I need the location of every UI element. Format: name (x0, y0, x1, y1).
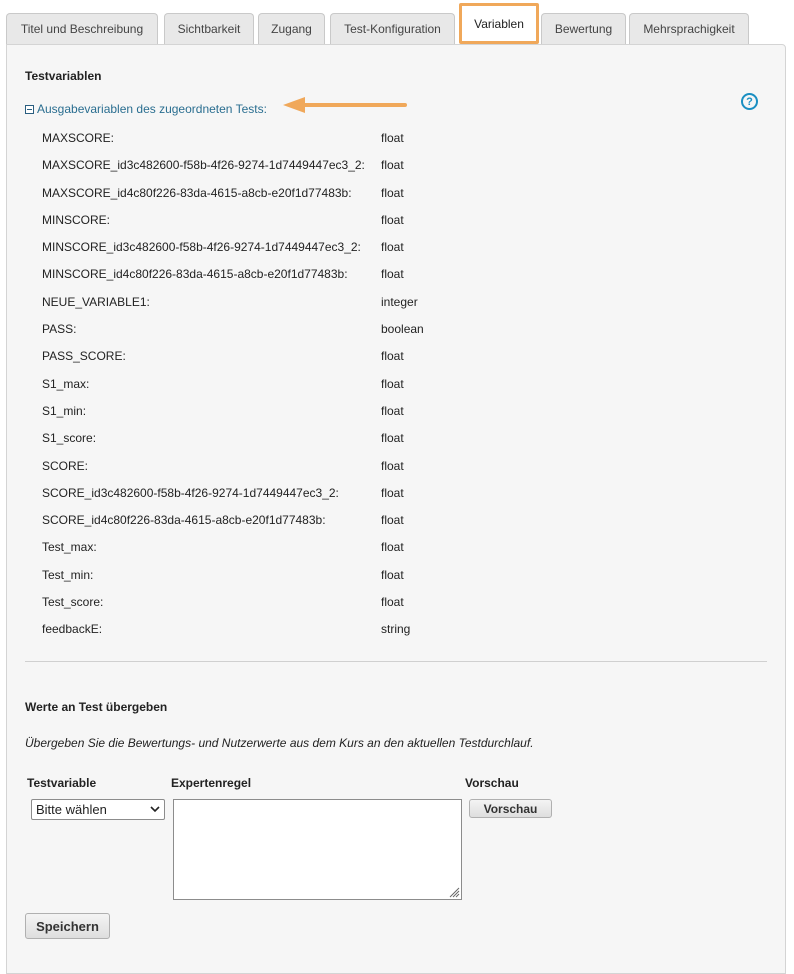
tab-label: Mehrsprachigkeit (643, 22, 735, 36)
tab-label: Variablen (474, 16, 524, 31)
list-item (42, 207, 762, 234)
tab-label: Titel und Beschreibung (20, 22, 144, 36)
expertenregel-textarea[interactable] (173, 799, 462, 900)
list-item (42, 261, 762, 288)
testvariable-select[interactable] (31, 799, 165, 820)
tab-test-konfiguration[interactable] (330, 13, 455, 44)
list-item (42, 453, 762, 480)
variable-type: float (381, 349, 404, 364)
list-item (42, 180, 762, 207)
variable-type: float (381, 376, 404, 391)
variable-type: float (381, 185, 404, 200)
variable-type: float (381, 212, 404, 227)
output-variables-toggle-label: Ausgabevariablen des zugeordneten Tests: (37, 102, 267, 116)
list-item (42, 534, 762, 561)
testvariable-label: Testvariable (27, 776, 97, 790)
variable-name: MINSCORE_id3c482600-f58b-4f26-9274-1d7449447ec3_2: (42, 240, 361, 255)
variable-name: MAXSCORE_id4c80f226-83da-4615-a8cb-e20f1d77483b: (42, 185, 352, 200)
variable-name: PASS: (42, 322, 77, 337)
variable-type: float (381, 595, 404, 610)
variable-name: SCORE_id4c80f226-83da-4615-a8cb-e20f1d77483b: (42, 513, 326, 528)
list-item (42, 480, 762, 507)
list-item (42, 152, 762, 179)
list-item (42, 316, 762, 343)
variable-name: feedbackE: (42, 622, 103, 637)
variable-type: boolean (381, 322, 424, 337)
tab-bewertung[interactable] (541, 13, 626, 44)
variable-type: float (381, 267, 404, 282)
tab-label: Zugang (271, 22, 312, 36)
tab-titel-und-beschreibung[interactable] (6, 13, 158, 44)
list-item (42, 234, 762, 261)
list-item (42, 125, 762, 152)
variable-name: MINSCORE: (42, 212, 111, 227)
select-value: Bitte wählen (36, 802, 107, 817)
collapse-minus-icon (25, 105, 34, 114)
testvariablen-heading: Testvariablen (25, 69, 102, 83)
output-variables-toggle[interactable] (25, 102, 267, 116)
vorschau-label: Vorschau (465, 776, 519, 790)
variable-name: MAXSCORE: (42, 131, 115, 145)
tab-label: Bewertung (554, 22, 613, 36)
variable-type: float (381, 403, 404, 418)
annotation-arrow-icon (283, 97, 407, 113)
tab-zugang[interactable] (258, 13, 325, 44)
expertenregel-label: Expertenregel (171, 776, 252, 790)
variable-type: float (381, 431, 404, 446)
section-divider (25, 661, 767, 662)
list-item (42, 507, 762, 534)
list-item (42, 425, 762, 452)
list-item (42, 289, 762, 316)
variable-type: float (381, 158, 404, 173)
variable-name: S1_score: (42, 431, 97, 446)
tab-label: Sichtbarkeit (177, 22, 241, 36)
variable-type: float (381, 240, 404, 255)
list-item (42, 371, 762, 398)
preview-button[interactable]: Vorschau (469, 799, 552, 818)
tab-bar (0, 0, 794, 44)
list-item (42, 398, 762, 425)
tab-mehrsprachigkeit[interactable] (629, 13, 749, 44)
resize-grip-icon[interactable] (448, 886, 460, 898)
variable-name: S1_min: (42, 403, 87, 418)
save-button[interactable]: Speichern (25, 913, 110, 939)
variable-list (42, 125, 762, 644)
variable-name: Test_min: (42, 567, 94, 582)
list-item (42, 562, 762, 589)
tab-content-panel (6, 44, 786, 974)
list-item (42, 589, 762, 616)
variable-type: float (381, 485, 404, 500)
tab-variablen[interactable] (459, 3, 539, 44)
tab-label: Test-Konfiguration (344, 22, 441, 36)
variable-type: string (381, 622, 411, 637)
werte-description: Übergeben Sie die Bewertungs- und Nutzerwerte aus dem Kurs an den aktuellen Testdurchlauf. (25, 736, 534, 750)
variable-type: integer (381, 294, 418, 309)
variable-type: float (381, 458, 404, 473)
variable-name: Test_score: (42, 595, 104, 610)
variable-type: float (381, 131, 404, 145)
werte-heading: Werte an Test übergeben (25, 700, 168, 714)
variable-name: Test_max: (42, 540, 97, 555)
help-icon[interactable]: ? (741, 93, 758, 110)
variable-type: float (381, 513, 404, 528)
variable-name: NEUE_VARIABLE1: (42, 294, 150, 309)
variable-type: float (381, 540, 404, 555)
list-item (42, 616, 762, 643)
variable-name: PASS_SCORE: (42, 349, 126, 364)
variable-name: MAXSCORE_id3c482600-f58b-4f26-9274-1d7449447ec3_2: (42, 158, 365, 173)
variable-type: float (381, 567, 404, 582)
list-item (42, 343, 762, 370)
chevron-down-icon (150, 806, 160, 813)
variable-name: MINSCORE_id4c80f226-83da-4615-a8cb-e20f1d77483b: (42, 267, 348, 282)
tab-sichtbarkeit[interactable] (164, 13, 254, 44)
variable-name: SCORE: (42, 458, 89, 473)
variable-name: SCORE_id3c482600-f58b-4f26-9274-1d7449447ec3_2: (42, 485, 339, 500)
variable-name: S1_max: (42, 376, 90, 391)
